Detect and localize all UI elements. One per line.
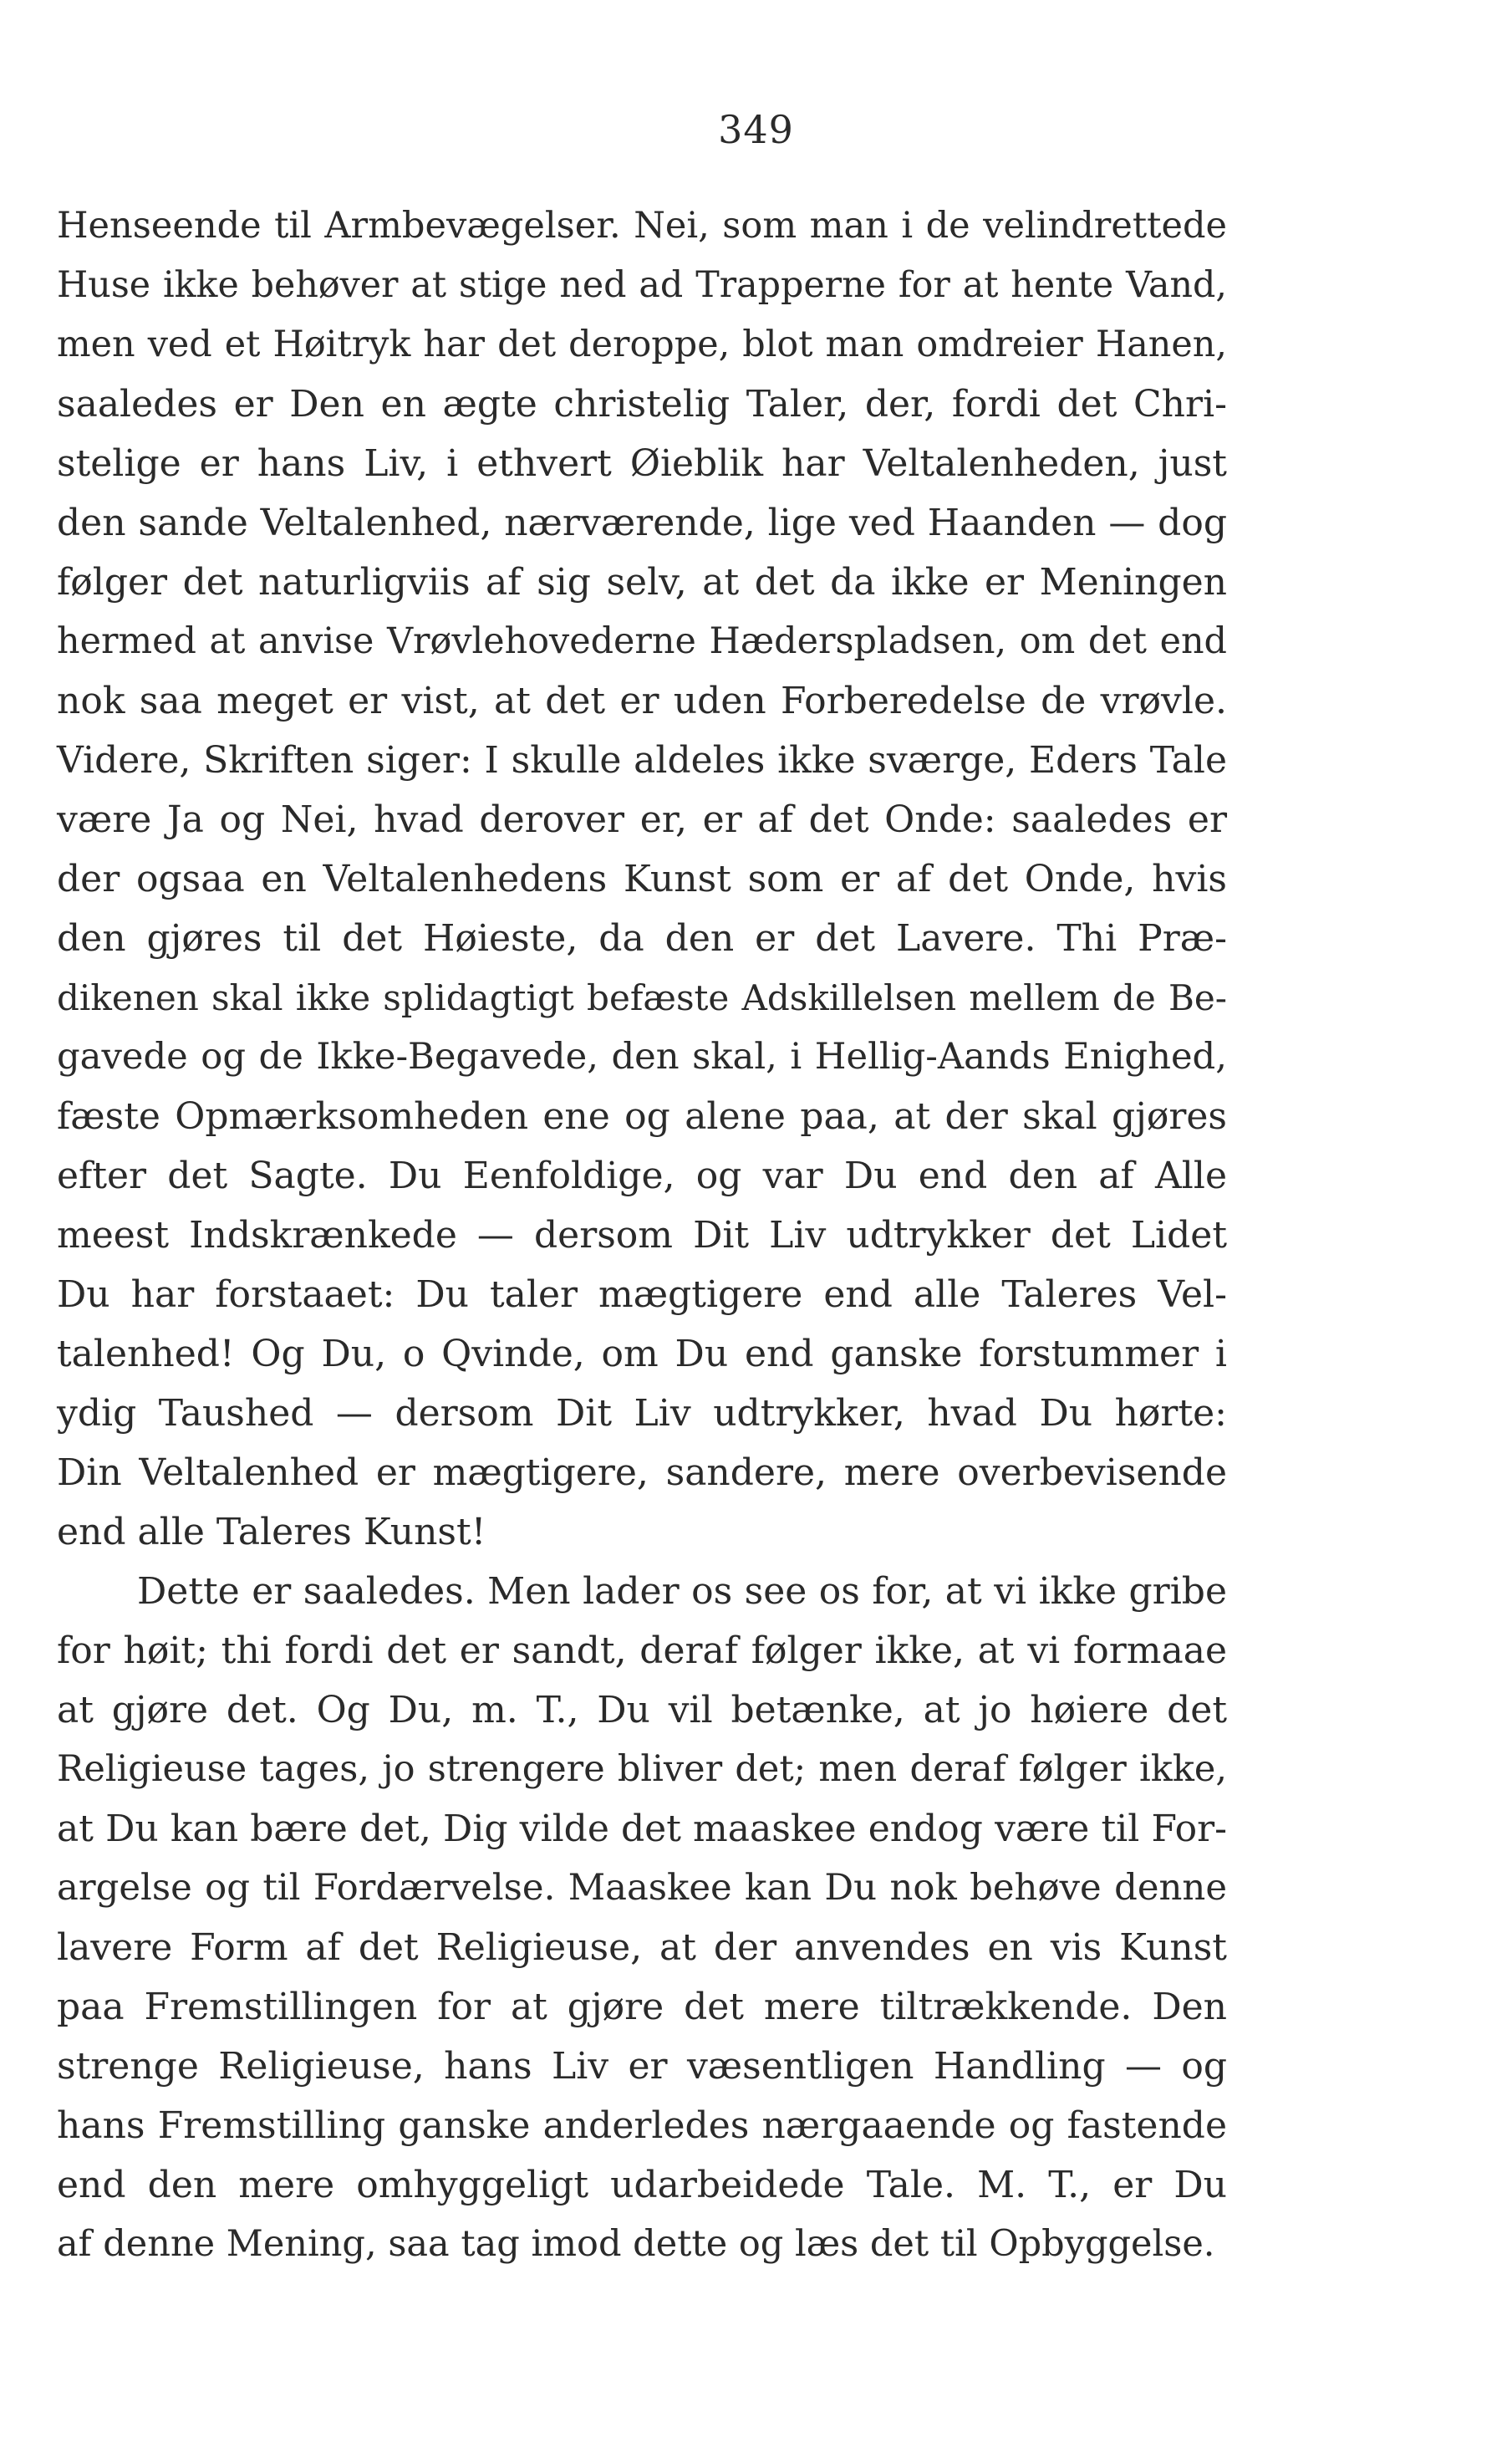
text-line: lavere Form af det Religieuse, at der anvendes en vis Kunst <box>57 1926 1227 1969</box>
text-line: der ogsaa en Veltalenhedens Kunst som er af det Onde, hvis <box>57 858 1227 900</box>
text-line: Huse ikke behøver at stige ned ad Trapperne for at hente Vand, <box>57 264 1227 306</box>
text-line: hermed at anvise Vrøvlehovederne Hæderspladsen, om det end <box>57 620 1227 662</box>
text-line: Videre, Skriften siger: I skulle aldeles ikke sværge, Eders Tale <box>57 739 1227 782</box>
text-line: efter det Sagte. Du Eenfoldige, og var Du end den af Alle <box>57 1155 1227 1197</box>
text-line: end alle Taleres Kunst! <box>57 1511 486 1553</box>
body-text <box>57 196 1227 2274</box>
paragraph-2 <box>57 1562 1227 2274</box>
text-line: Du har forstaaet: Du taler mægtigere end alle Taleres Vel- <box>57 1273 1227 1316</box>
text-line: følger det naturligviis af sig selv, at det da ikke er Meningen <box>57 561 1227 604</box>
text-line: Henseende til Armbevægelser. Nei, som man i de velindrettede <box>57 205 1227 247</box>
text-line: Dette er saaledes. Men lader os see os for, at vi ikke gribe <box>137 1570 1227 1613</box>
text-line: gavede og de Ikke-Begavede, den skal, i Hellig-Aands Enighed, <box>57 1036 1227 1078</box>
text-line: fæste Opmærksomheden ene og alene paa, at der skal gjøres <box>57 1095 1227 1138</box>
text-line: dikenen skal ikke splidagtigt befæste Adskillelsen mellem de Be- <box>57 977 1227 1018</box>
text-line: af denne Mening, saa tag imod dette og læs det til Opbyggelse. <box>57 2223 1215 2265</box>
text-line: Religieuse tages, jo strengere bliver det; men deraf følger ikke, <box>57 1748 1227 1790</box>
text-line: nok saa meget er vist, at det er uden Forberedelse de vrøvle. <box>57 680 1227 722</box>
text-line: men ved et Høitryk har det deroppe, blot man omdreier Hanen, <box>57 324 1227 365</box>
text-line: paa Fremstillingen for at gjøre det mere tiltrækkende. Den <box>57 1986 1227 2028</box>
text-line: ydig Taushed — dersom Dit Liv udtrykker, hvad Du hørte: <box>57 1392 1227 1435</box>
text-line: strenge Religieuse, hans Liv er væsentligen Handling — og <box>57 2045 1227 2088</box>
text-line: Din Veltalenhed er mægtigere, sandere, mere overbevisende <box>57 1451 1227 1494</box>
page-number: 349 <box>718 107 794 152</box>
text-line: for høit; thi fordi det er sandt, deraf følger ikke, at vi formaae <box>57 1629 1227 1672</box>
text-line: saaledes er Den en ægte christelig Taler, der, fordi det Chri- <box>57 383 1227 426</box>
paragraph-1 <box>57 196 1227 1562</box>
text-line: stelige er hans Liv, i ethvert Øieblik har Veltalenheden, just <box>57 442 1227 485</box>
text-line: meest Indskrænkede — dersom Dit Liv udtrykker det Lidet <box>57 1214 1227 1257</box>
text-line: end den mere omhyggeligt udarbeidede Tale. M. T., er Du <box>57 2164 1227 2206</box>
text-line: argelse og til Fordærvelse. Maaskee kan Du nok behøve denne <box>57 1867 1227 1909</box>
text-line: den sande Veltalenhed, nærværende, lige ved Haanden — dog <box>57 502 1227 544</box>
text-line: at Du kan bære det, Dig vilde det maaskee endog være til For- <box>57 1808 1227 1850</box>
text-line: være Ja og Nei, hvad derover er, er af det Onde: saaledes er <box>57 798 1227 841</box>
text-line: at gjøre det. Og Du, m. T., Du vil betænke, at jo høiere det <box>57 1689 1227 1731</box>
text-line: den gjøres til det Høieste, da den er det Lavere. Thi Præ- <box>57 917 1227 960</box>
text-line: talenhed! Og Du, o Qvinde, om Du end ganske forstummer i <box>57 1333 1227 1375</box>
text-line: hans Fremstilling ganske anderledes nærgaaende og fastende <box>57 2104 1227 2147</box>
